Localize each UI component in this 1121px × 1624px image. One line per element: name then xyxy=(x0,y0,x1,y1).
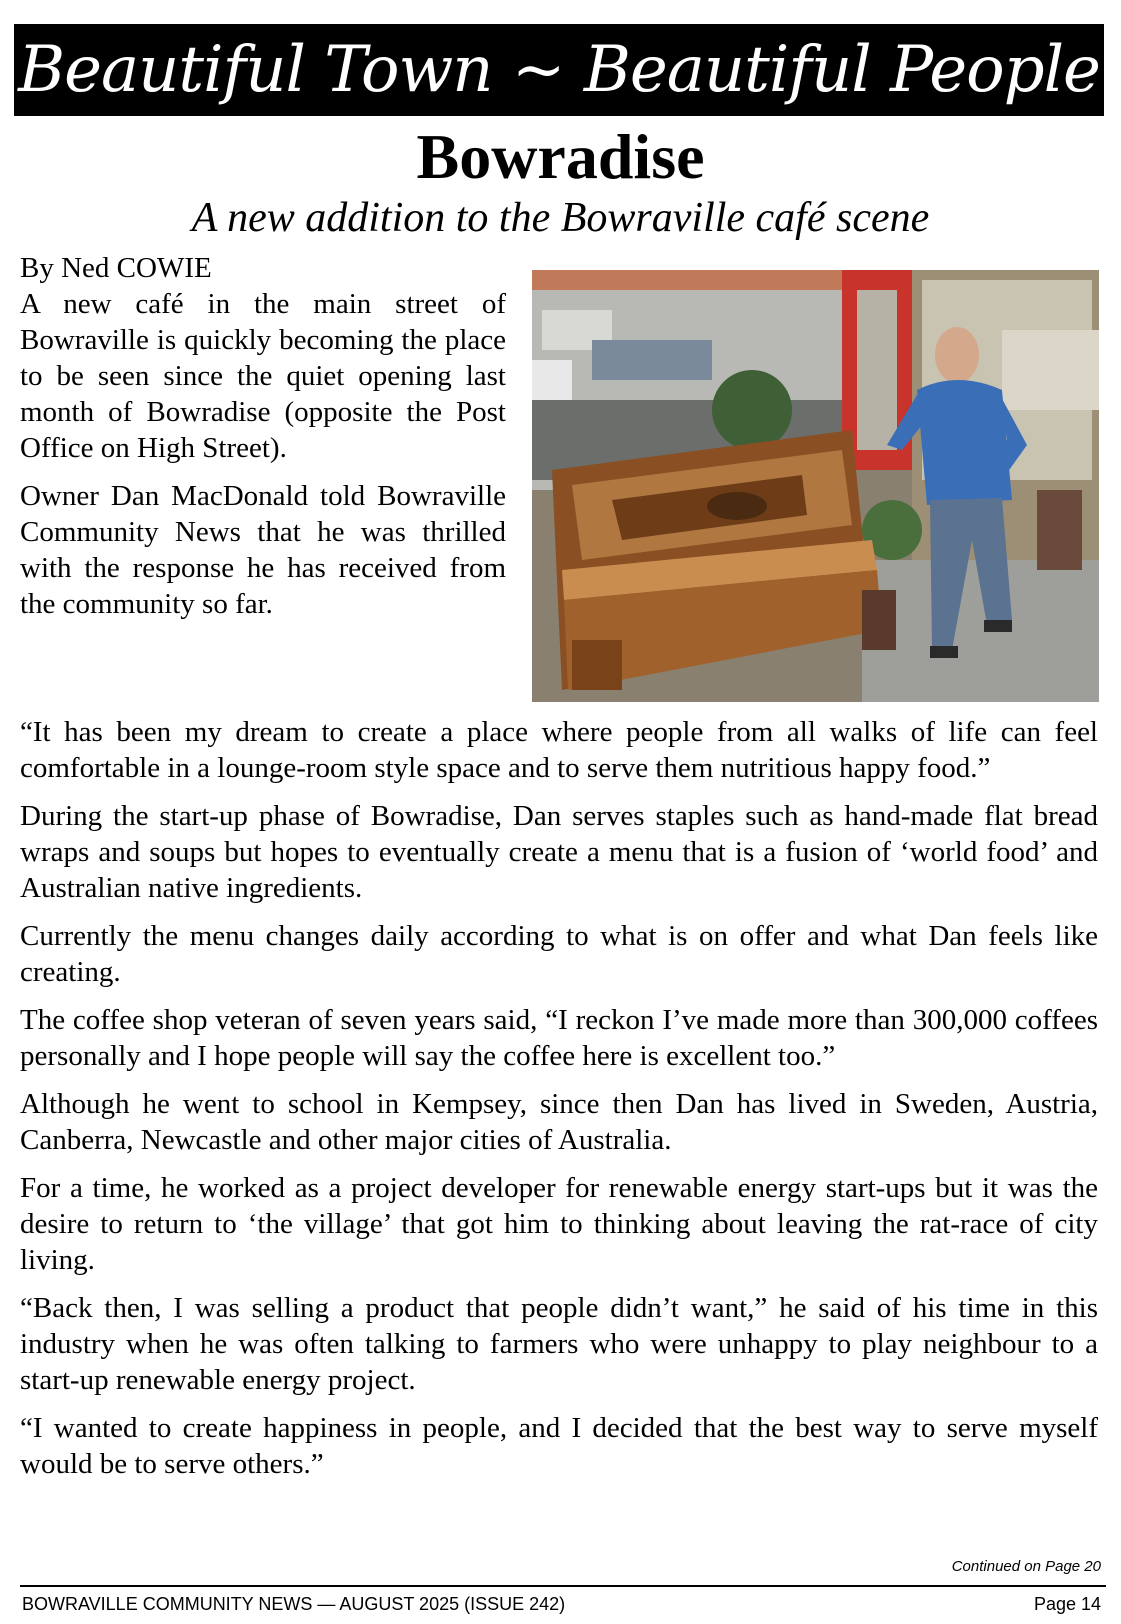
paragraph: A new café in the main street of Bowraville is quickly becoming the place to be seen since the quiet opening last month of Bowradise (opposite the Post Office on High Street). xyxy=(20,288,506,464)
footer-page-number: Page 14 xyxy=(1033,1594,1101,1614)
article-headline: Bowradise xyxy=(416,121,705,192)
article-byline: By Ned COWIE xyxy=(20,252,212,284)
paragraph: The coffee shop veteran of seven years said, “I reckon I’ve made more than 300,000 coffees personally and I hope people will say the coffee here is excellent too.” xyxy=(20,1004,1098,1072)
paragraph: For a time, he worked as a project developer for renewable energy start-ups but it was the desire to return to ‘the village’ that got him to thinking about leaving the rat-race of city living. xyxy=(20,1172,1098,1276)
continued-note: Continued on Page 20 xyxy=(951,1558,1101,1575)
paragraph: Currently the menu changes daily according to what is on offer and what Dan feels like creating. xyxy=(20,920,1098,988)
paragraph: “I wanted to create happiness in people, and I decided that the best way to serve myself would be to serve others.” xyxy=(20,1412,1098,1480)
paragraph: During the start-up phase of Bowradise, Dan serves staples such as hand-made flat bread wraps and soups but hopes to eventually create a menu that is a fusion of ‘world food’ and Australian native ingredients. xyxy=(20,800,1098,904)
paragraph: “Back then, I was selling a product that people didn’t want,” he said of his time in this industry when he was often talking to farmers who were unhappy to play neighbour to a start-up renewable energy project. xyxy=(20,1292,1098,1396)
full-width-column xyxy=(20,714,1098,1494)
section-banner: Beautiful Town ~ Beautiful People xyxy=(14,24,1104,116)
footer-publication: BOWRAVILLE COMMUNITY NEWS — AUGUST 2025 (ISSUE 242) xyxy=(22,1594,566,1614)
left-column xyxy=(20,286,506,634)
photo-illustration xyxy=(532,270,1099,702)
article-subhead: A new addition to the Bowraville café scene xyxy=(191,195,930,241)
paragraph: “It has been my dream to create a place where people from all walks of life can feel comfortable in a lounge-room style space and to serve them nutritious happy food.” xyxy=(20,716,1098,784)
footer-divider xyxy=(20,1585,1106,1587)
paragraph: Although he went to school in Kempsey, since then Dan has lived in Sweden, Austria, Canberra, Newcastle and other major cities of Australia. xyxy=(20,1088,1098,1156)
paragraph: Owner Dan MacDonald told Bowraville Community News that he was thrilled with the response he has received from the community so far. xyxy=(20,480,506,620)
cafe-photo xyxy=(532,270,1099,702)
